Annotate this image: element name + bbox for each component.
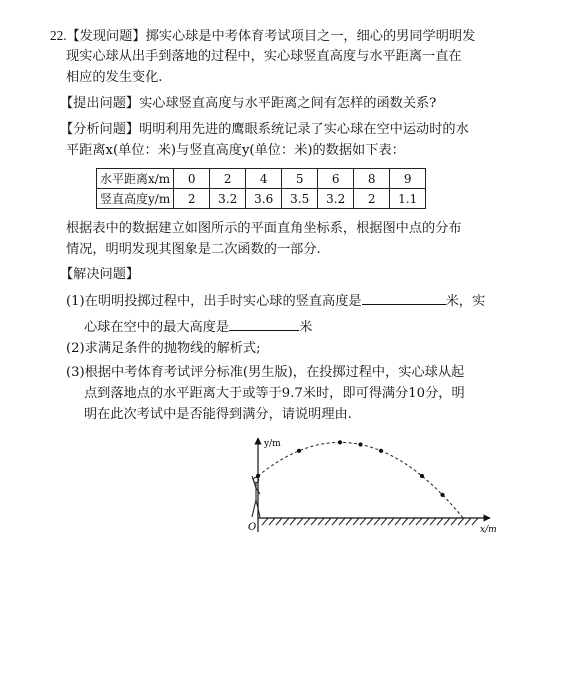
hatch-mark [465, 518, 471, 525]
hatch-mark [297, 518, 303, 525]
thrower-figure [252, 476, 260, 517]
after-table-line-1: 根据表中的数据建立如图所示的平面直角坐标系，根据图中点的分布 [66, 221, 462, 236]
data-point [420, 474, 424, 478]
question-1-unit-2: 米 [299, 320, 313, 335]
table-cell-x: 8 [354, 169, 390, 189]
hatch-mark [332, 518, 338, 525]
y-axis-label: y/m [264, 439, 281, 449]
hatch-mark [283, 518, 289, 525]
hatch-mark [290, 518, 296, 525]
ask-question-line [60, 94, 436, 114]
table-cell-y: 1.1 [390, 189, 426, 209]
hatch-mark [311, 518, 317, 525]
question-1-line-2 [84, 316, 312, 338]
hatch-mark [402, 518, 408, 525]
table-cell-x: 2 [210, 169, 246, 189]
analysis-line-1 [60, 120, 469, 140]
table-cell-x: 9 [390, 169, 426, 189]
question-1-line-1 [66, 290, 485, 312]
analysis-line-2: 平距离x(单位：米)与竖直高度y(单位：米)的数据如下表： [66, 143, 405, 158]
data-point [358, 442, 362, 446]
trajectory-figure [240, 432, 510, 544]
hatch-mark [353, 518, 359, 525]
problem-intro-line-3: 相应的发生变化. [66, 70, 163, 85]
table-cell-x: 5 [282, 169, 318, 189]
hatch-mark [444, 518, 450, 525]
hatch-mark [388, 518, 394, 525]
hatch-mark [325, 518, 331, 525]
table-cell-y: 3.6 [246, 189, 282, 209]
data-point [338, 440, 342, 444]
question-1-text: (1)在明明投掷过程中，出手时实心球的竖直高度是 [66, 294, 362, 309]
table-row-x [97, 169, 426, 189]
data-point [256, 474, 260, 478]
origin-label: O [248, 522, 257, 533]
hatch-mark [276, 518, 282, 525]
hatch-mark [423, 518, 429, 525]
data-table [96, 168, 426, 209]
answer-blank-max-height[interactable] [229, 316, 299, 331]
hatch-mark [318, 518, 324, 525]
question-2: (2)求满足条件的抛物线的解析式; [66, 341, 261, 356]
hatch-mark [458, 518, 464, 525]
table-cell-x: 4 [246, 169, 282, 189]
answer-blank-release-height[interactable] [362, 290, 446, 305]
table-cell-x: 6 [318, 169, 354, 189]
hatch-mark [346, 518, 352, 525]
hatch-mark [437, 518, 443, 525]
hatch-mark [339, 518, 345, 525]
section-title-ask: 【提出问题】 [60, 96, 140, 111]
table-cell-y: 3.2 [210, 189, 246, 209]
data-point [440, 493, 444, 497]
ground-hatching [262, 518, 478, 525]
question-1-unit: 米，实 [445, 294, 486, 309]
table-cell-y: 2 [354, 189, 390, 209]
data-point [297, 449, 301, 453]
table-cell-y: 3.2 [318, 189, 354, 209]
hatch-mark [304, 518, 310, 525]
after-table-line-2: 情况，明明发现其图象是二次函数的一部分. [66, 242, 321, 257]
section-title-solve: 【解决问题】 [60, 267, 140, 282]
trajectory-curve [258, 442, 477, 518]
ask-text: 实心球竖直高度与水平距离之间有怎样的函数关系? [139, 96, 437, 111]
hatch-mark [395, 518, 401, 525]
section-title-analysis: 【分析问题】 [60, 122, 140, 137]
table-header-x: 水平距离x/m [97, 169, 174, 189]
table-row-y [97, 189, 426, 209]
hatch-mark [374, 518, 380, 525]
problem-number: 22. [50, 28, 67, 43]
question-1-text-2: 心球在空中的最大高度是 [84, 320, 230, 335]
x-axis-label: x/m [480, 525, 497, 535]
problem-intro-line-1 [50, 26, 475, 47]
hatch-mark [472, 518, 478, 525]
intro-text-1: 掷实心球是中考体育考试项目之一，细心的男同学明明发 [145, 29, 476, 44]
data-point [379, 449, 383, 453]
hatch-mark [416, 518, 422, 525]
table-cell-y: 3.5 [282, 189, 318, 209]
section-title-discover: 【发现问题】 [66, 29, 146, 44]
question-3-line-1: (3)根据中考体育考试评分标准(男生版)，在投掷过程中，实心球从起 [66, 365, 465, 380]
analysis-text-1: 明明利用先进的鹰眼系统记录了实心球在空中运动时的水 [139, 122, 469, 137]
table-cell-y: 2 [174, 189, 210, 209]
table-header-y: 竖直高度y/m [97, 189, 174, 209]
hatch-mark [451, 518, 457, 525]
hatch-mark [381, 518, 387, 525]
question-3-line-3: 明在此次考试中是否能得到满分，请说明理由. [84, 407, 352, 422]
hatch-mark [409, 518, 415, 525]
hatch-mark [269, 518, 275, 525]
hatch-mark [360, 518, 366, 525]
trajectory-points [256, 440, 445, 497]
question-3-line-2: 点到落地点的水平距离大于或等于9.7米时，即可得满分10分，明 [84, 386, 465, 401]
hatch-mark [367, 518, 373, 525]
table-cell-x: 0 [174, 169, 210, 189]
hatch-mark [430, 518, 436, 525]
hatch-mark [262, 518, 268, 525]
problem-intro-line-2: 现实心球从出手到落地的过程中，实心球竖直高度与水平距离一直在 [66, 49, 462, 64]
